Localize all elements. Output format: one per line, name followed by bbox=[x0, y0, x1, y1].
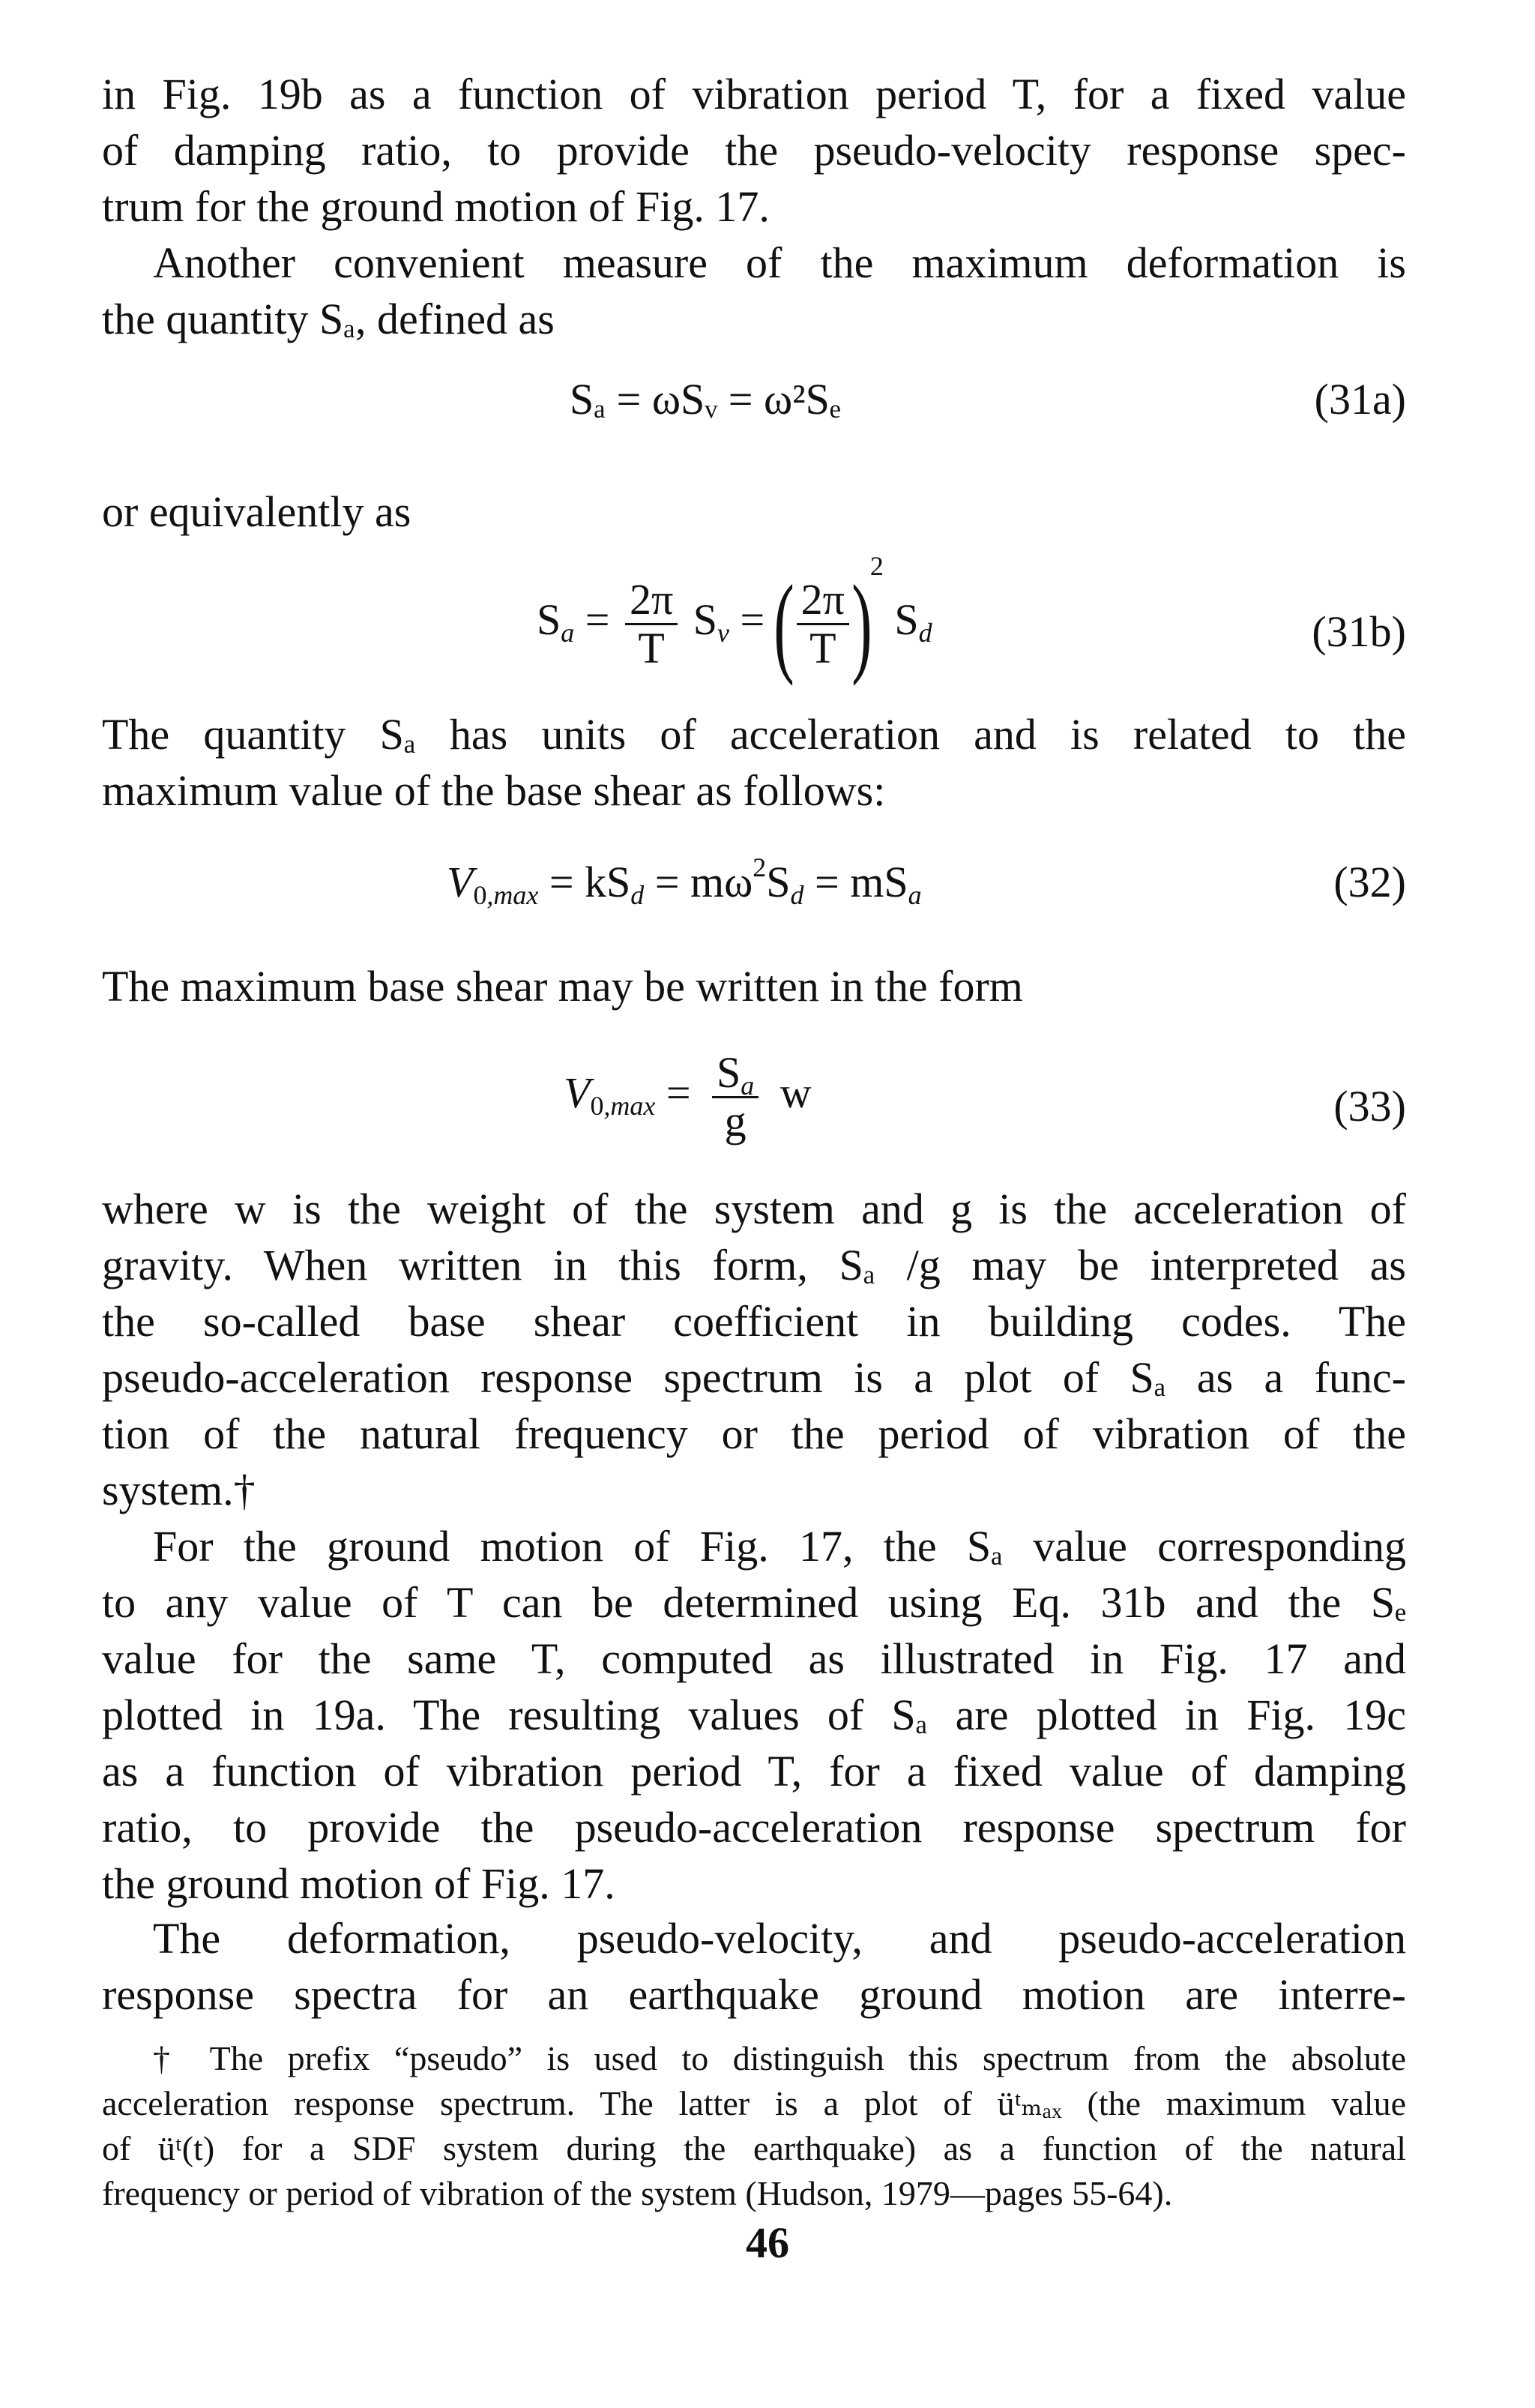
fraction-numerator: $S_a$ bbox=[712, 1050, 759, 1098]
text-line: response spectra for an earthquake ground motion are interre- bbox=[102, 1970, 1406, 2019]
equation-number-31a: (31a) bbox=[1314, 375, 1406, 424]
text-line: the quantity Sₐ, defined as bbox=[102, 295, 555, 343]
fraction-denominator: g bbox=[724, 1097, 747, 1146]
right-paren: ) bbox=[851, 562, 872, 687]
fraction-sa-over-g bbox=[712, 1050, 759, 1145]
weight-symbol: w bbox=[779, 1068, 812, 1117]
footnote-line: of üᵗ(t) for a SDF system during the earthquake) as a function of the natural bbox=[102, 2129, 1406, 2167]
footnote-line: † The prefix “pseudo” is used to distinguish this spectrum from the absolute bbox=[153, 2039, 1406, 2077]
text-line: For the ground motion of Fig. 17, the Sₐ value corresponding bbox=[153, 1522, 1406, 1571]
text-line: value for the same T, computed as illustrated in Fig. 17 and bbox=[102, 1634, 1406, 1683]
text-line: The deformation, pseudo-velocity, and pseudo-acceleration bbox=[153, 1914, 1406, 1963]
eq31b-sa: $S_a$ = bbox=[537, 595, 610, 648]
text-line: system.† bbox=[102, 1466, 256, 1514]
text-line: the so-called base shear coefficient in building codes. The bbox=[102, 1297, 1406, 1346]
text-line: in Fig. 19b as a function of vibration period T, for a fixed value bbox=[102, 70, 1406, 118]
left-paren: ( bbox=[773, 562, 794, 687]
eq31b-sd: $S_d$ bbox=[894, 595, 932, 648]
footnote-line: acceleration response spectrum. The latter is a plot of üᵗₘₐₓ (the maximum value bbox=[102, 2084, 1406, 2122]
text-line: to any value of T can be determined using Eq. 31b and the Sₑ bbox=[102, 1578, 1406, 1627]
text-line: gravity. When written in this form, Sₐ /g may be interpreted as bbox=[102, 1241, 1406, 1289]
text-line: maximum value of the base shear as follows: bbox=[102, 766, 886, 815]
equation-number-33: (33) bbox=[1333, 1082, 1406, 1131]
paragraph-1 bbox=[102, 66, 1406, 235]
equation-31a: Sₐ = ωSᵥ = ω²Sₑ bbox=[570, 375, 841, 424]
paragraph-2 bbox=[102, 235, 1406, 347]
text-line: as a function of vibration period T, for a fixed value of damping bbox=[102, 1747, 1406, 1796]
text-line: trum for the ground motion of Fig. 17. bbox=[102, 182, 770, 231]
equation-number-31b: (31b) bbox=[1312, 607, 1406, 656]
fraction-denominator: T bbox=[809, 624, 836, 673]
fraction-denominator: T bbox=[638, 624, 665, 673]
text-line: where w is the weight of the system and g is the acceleration of bbox=[102, 1185, 1406, 1233]
text-line: The quantity Sₐ has units of acceleration and is related to the bbox=[102, 710, 1406, 759]
equation-number-32: (32) bbox=[1333, 858, 1406, 906]
paragraph-4: The maximum base shear may be written in the form bbox=[102, 962, 1023, 1011]
equation-33: $V_{0,max}$ = $\frac{S_a}{g}$ w bbox=[564, 1048, 812, 1146]
paragraph-5 bbox=[102, 1181, 1406, 1518]
text-line: pseudo-acceleration response spectrum is a plot of Sₐ as a func- bbox=[102, 1353, 1406, 1402]
text-line: of damping ratio, to provide the pseudo-velocity response spec- bbox=[102, 126, 1406, 175]
text-line: tion of the natural frequency or the period of vibration of the bbox=[102, 1409, 1406, 1458]
footnote-line: frequency or period of vibration of the system (Hudson, 1979—pages 55-64). bbox=[102, 2174, 1173, 2212]
paragraph-7 bbox=[102, 1910, 1406, 2023]
paragraph-3 bbox=[102, 706, 1406, 819]
eq31b-sv: $S_v$ = bbox=[693, 595, 765, 648]
footnote bbox=[102, 2036, 1406, 2216]
text-line: Another convenient measure of the maximum deformation is bbox=[153, 238, 1406, 287]
paragraph-6 bbox=[102, 1518, 1406, 1912]
text-line: the ground motion of Fig. 17. bbox=[102, 1859, 615, 1908]
fraction-2pi-over-t bbox=[625, 577, 678, 672]
text-line: plotted in 19a. The resulting values of Sₐ are plotted in Fig. 19c bbox=[102, 1691, 1406, 1739]
equation-31b: $S_a$ = $\frac{2\pi}{T}$ $S_v$ = ( $\frac{2\pi}{T}$ )$^2$ $S_d$ bbox=[537, 551, 932, 687]
equation-32: $V_{0,max} = kS_d = m\omega^2S_d = mS_a$ bbox=[447, 852, 922, 911]
fraction-2pi-over-t-squared bbox=[797, 577, 849, 672]
equivalently-text: or equivalently as bbox=[102, 487, 411, 536]
text-line: ratio, to provide the pseudo-acceleration response spectrum for bbox=[102, 1803, 1406, 1852]
fraction-numerator: 2π bbox=[625, 577, 678, 625]
page-number: 46 bbox=[746, 2218, 789, 2267]
fraction-numerator: 2π bbox=[797, 577, 849, 625]
